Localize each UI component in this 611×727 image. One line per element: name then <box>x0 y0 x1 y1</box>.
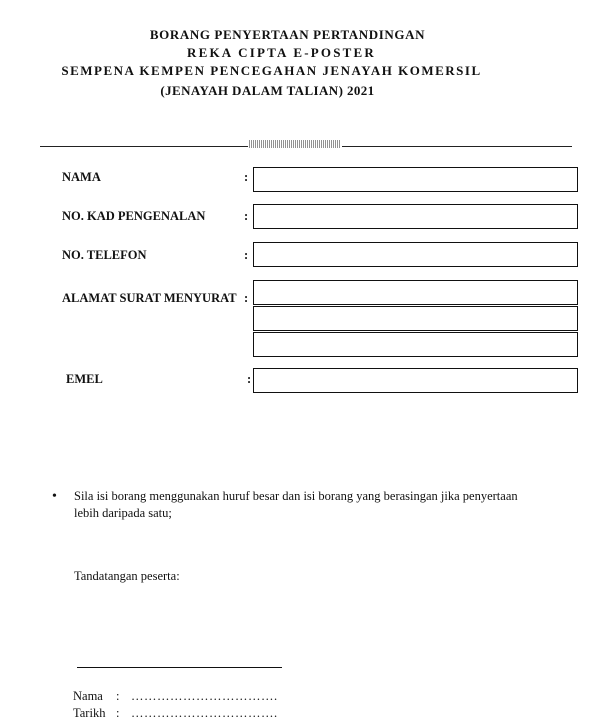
phone-label: NO. TELEFON <box>62 248 147 262</box>
form-title-line-4: (JENAYAH DALAM TALIAN) 2021 <box>160 83 375 98</box>
signature-label: Tandatangan peserta: <box>74 569 180 583</box>
ic-number-label: NO. KAD PENGENALAN <box>62 209 206 223</box>
phone-field[interactable] <box>253 242 578 267</box>
address-field-line-2[interactable] <box>253 306 578 331</box>
address-label: ALAMAT SURAT MENYURAT <box>62 291 237 305</box>
email-colon: : <box>247 372 252 386</box>
form-title-line-3: SEMPENA KEMPEN PENCEGAHAN JENAYAH KOMERSIL <box>61 63 482 78</box>
form-title-line-1: BORANG PENYERTAAN PERTANDINGAN <box>149 27 426 42</box>
name-colon: : <box>244 170 249 184</box>
instruction-note: Sila isi borang menggunakan huruf besar dan isi borang yang berasingan jika penyertaan lebih daripada satu; <box>74 489 518 520</box>
phone-colon: : <box>244 248 249 262</box>
ic-number-colon: : <box>244 209 249 223</box>
email-field[interactable] <box>253 368 578 393</box>
header-divider-left <box>40 146 248 147</box>
name-label: NAMA <box>62 170 101 184</box>
email-label: EMEL <box>66 372 103 386</box>
header-divider-right <box>342 146 572 147</box>
participant-name-colon: : <box>116 689 120 703</box>
ic-number-field[interactable] <box>253 204 578 229</box>
date-colon: : <box>116 706 120 720</box>
date-blank[interactable]: ……………………………. <box>131 706 278 720</box>
participant-name-blank[interactable]: ……………………………. <box>131 689 278 703</box>
address-field-line-3[interactable] <box>253 332 578 357</box>
name-field[interactable] <box>253 167 578 192</box>
note-bullet: • <box>52 489 57 504</box>
address-colon: : <box>244 291 249 305</box>
address-field-line-1[interactable] <box>253 280 578 305</box>
date-label: Tarikh <box>73 706 106 720</box>
header-divider-ornament <box>249 140 341 148</box>
signature-line[interactable] <box>77 667 282 668</box>
form-title-line-2: REKA CIPTA E-POSTER <box>187 45 376 60</box>
participant-name-label: Nama <box>73 689 103 703</box>
